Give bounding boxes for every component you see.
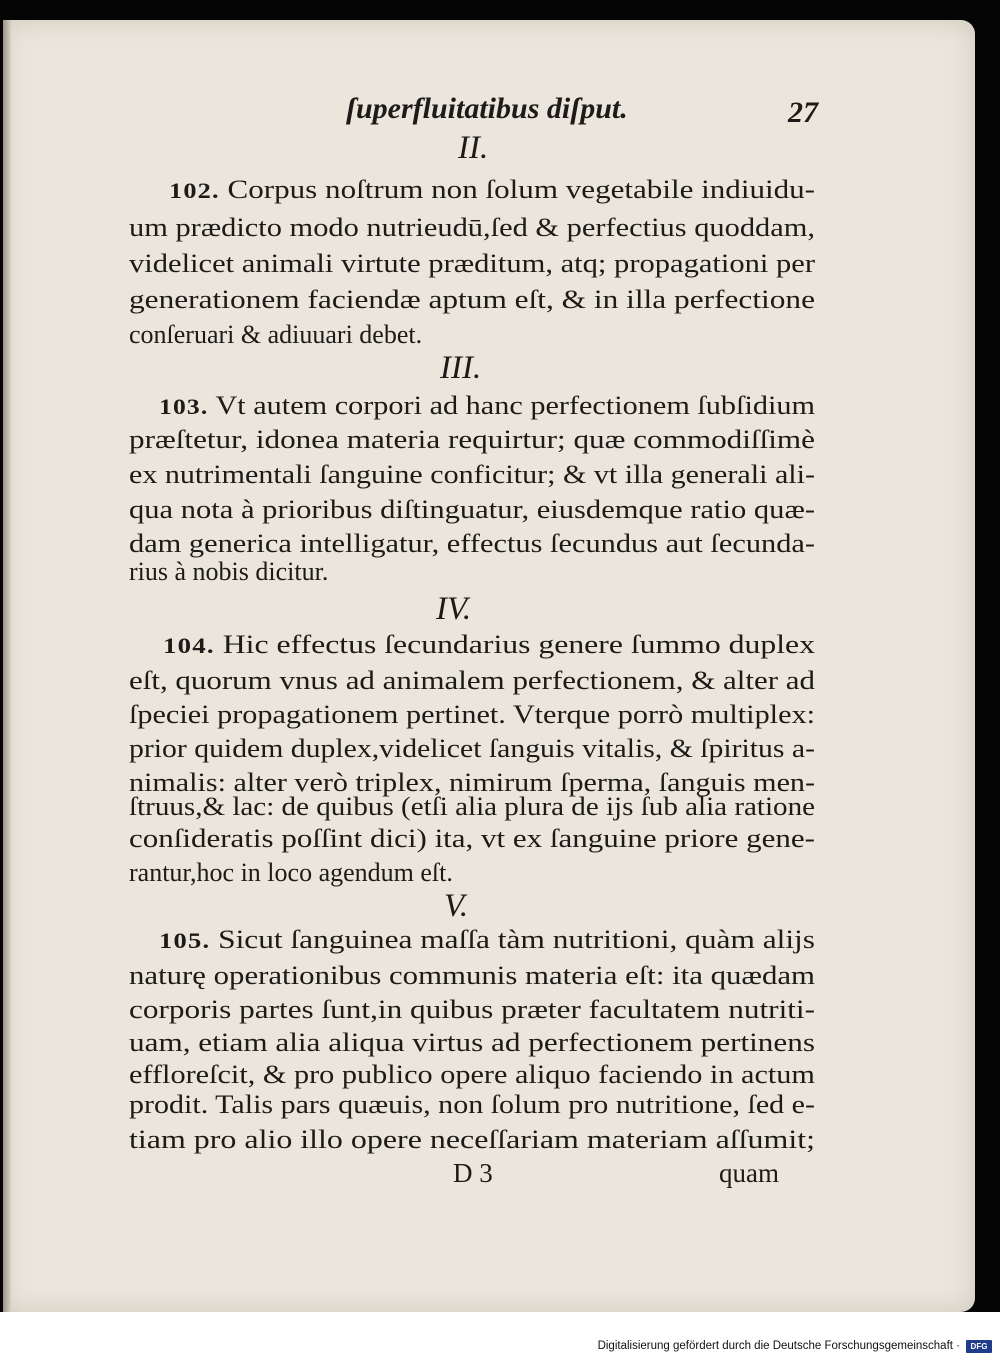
- text-line: eſt, quorum vnus ad animalem perfectionem, & alter ad: [129, 666, 816, 695]
- paragraph-102-line-1: [169, 175, 815, 205]
- page-text-layer: [3, 20, 975, 1312]
- catchword: quam: [719, 1158, 779, 1188]
- paragraph-number: 105.: [159, 928, 211, 953]
- text-line: corporis partes ſunt,in quibus præter facultatem nutriti-: [129, 995, 815, 1024]
- text-line: Hic effectus ſecundarius genere ſummo duplex: [222, 630, 815, 659]
- digitization-footer: [0, 1312, 1000, 1363]
- signature-mark: D 3: [453, 1158, 493, 1188]
- paragraph-number: 102.: [169, 178, 220, 203]
- text-line: nimalis: alter verò triplex, nimirum ſperma, ſanguis men-: [129, 768, 815, 797]
- text-line: effloreſcit, & pro publico opere aliquo faciendo in actum: [129, 1060, 815, 1089]
- paragraph-104-line-1: [163, 630, 815, 660]
- funding-credit: Digitalisierung gefördert durch die Deutsche Forschungsgemeinschaft ·: [597, 1340, 960, 1352]
- text-line: Vt autem corpori ad hanc perfectionem ſubſidium: [215, 391, 816, 420]
- page-number: 27: [788, 96, 818, 129]
- section-numeral-ii: II.: [458, 130, 489, 166]
- section-numeral-v: V.: [444, 888, 469, 924]
- text-line: Sicut ſanguinea maſſa tàm nutritioni, quàm alijs: [218, 925, 815, 954]
- text-line: rantur,hoc in loco agendum eſt.: [129, 858, 453, 887]
- text-line: qua nota à prioribus diſtinguatur, eiusdemque ratio quæ-: [129, 495, 816, 524]
- paragraph-103-line-1: [159, 391, 815, 421]
- paragraph-number: 104.: [163, 633, 215, 658]
- text-line: prior quidem duplex,videlicet ſanguis vitalis, & ſpiritus a-: [129, 734, 815, 763]
- section-numeral-iii: III.: [440, 350, 482, 386]
- text-line: videlicet animali virtute præditum, atq; propagationi per: [129, 249, 815, 278]
- text-line: Corpus noſtrum non ſolum vegetabile indiuidu-: [227, 175, 816, 204]
- text-line: conſideratis poſſint dici) ita, vt ex ſanguine priore gene-: [129, 824, 815, 853]
- running-title: ſuperfluitatibus diſput.: [346, 92, 628, 125]
- text-line: ſtruus,& lac: de quibus (etſi alia plura de ijs ſub alia ratione: [129, 792, 816, 821]
- paragraph-number: 103.: [159, 394, 209, 419]
- text-line: generationem faciendæ aptum eſt, & in illa perfectione: [129, 285, 816, 314]
- paragraph-105-line-1: [159, 925, 815, 955]
- text-line: ſpeciei propagationem pertinet. Vterque porrò multiplex:: [129, 700, 816, 729]
- text-line: dam generica intelligatur, effectus ſecundus aut ſecunda-: [129, 529, 816, 558]
- section-numeral-iv: IV.: [436, 591, 472, 627]
- text-line: uam, etiam alia aliqua virtus ad perfectionem pertinens: [129, 1028, 815, 1057]
- text-line: um prædicto modo nutrieudū,ſed & perfectius quoddam,: [129, 213, 816, 242]
- text-line: conſeruari & adiuuari debet.: [129, 320, 423, 349]
- text-line: rius à nobis dicitur.: [129, 557, 329, 586]
- book-page: [3, 20, 975, 1312]
- text-line: tiam pro alio illo opere neceſſariam materiam aſſumit;: [129, 1125, 815, 1154]
- text-line: præſtetur, idonea materia requirtur; quæ commodiſſimè: [129, 425, 815, 454]
- text-line: ex nutrimentali ſanguine conficitur; & vt illa generali ali-: [129, 460, 815, 489]
- text-line: prodit. Talis pars quæuis, non ſolum pro nutritione, ſed e-: [129, 1090, 816, 1119]
- text-line: naturę operationibus communis materia eſt: ita quædam: [129, 961, 815, 990]
- dfg-logo-icon: DFG: [966, 1340, 992, 1353]
